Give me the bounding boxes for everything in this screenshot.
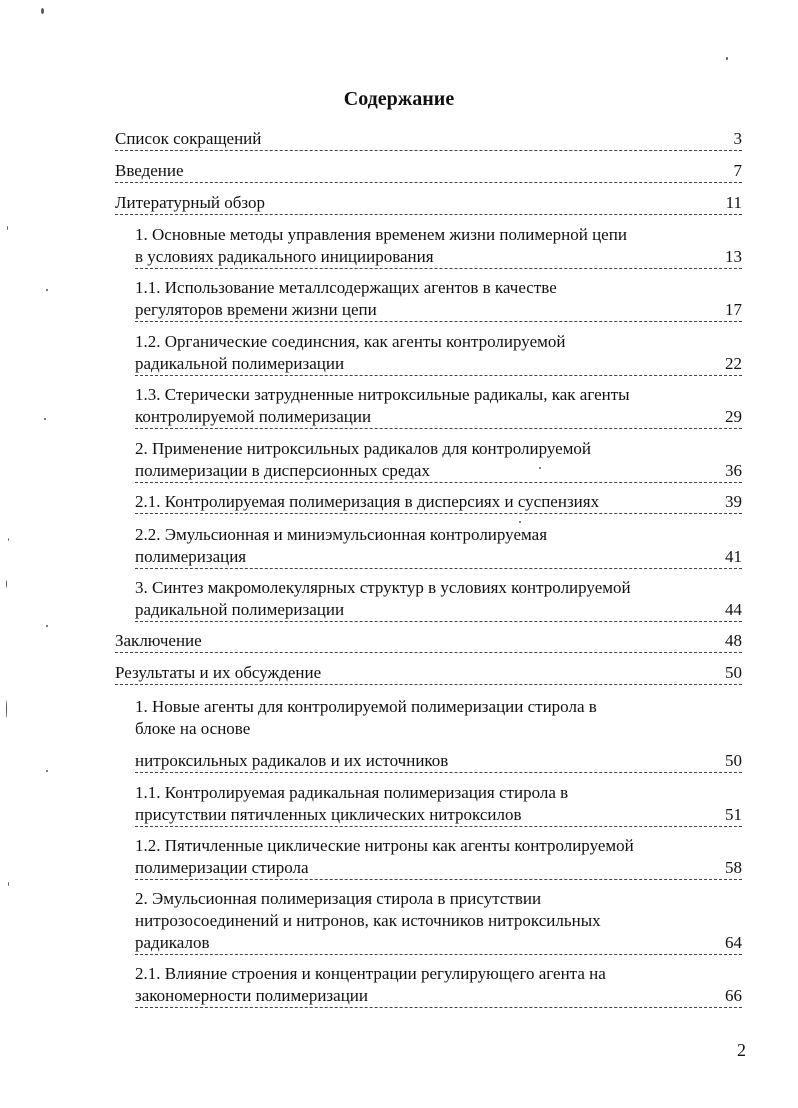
toc-page-number: 13 (725, 247, 742, 266)
toc-entry-text: в условиях радикального инициирования (135, 247, 434, 266)
toc-entry-text: закономерности полимеризации (135, 986, 368, 1005)
toc-page-number: 7 (733, 161, 742, 180)
scan-speck (519, 521, 521, 523)
toc-entry (135, 491, 742, 514)
toc-entry-text: блоке на основе (135, 719, 251, 738)
toc-page-number: 39 (725, 492, 742, 511)
scan-speck (46, 625, 48, 627)
page-number: 2 (737, 1040, 746, 1060)
toc-page-number: 58 (725, 858, 742, 877)
toc-entry-text: полимеризация (135, 547, 247, 566)
toc-entry-text: контролируемой полимеризации (135, 407, 372, 426)
toc-page-number: 29 (725, 407, 742, 426)
toc-page-number: 22 (725, 354, 742, 373)
toc-page-number: 17 (725, 300, 742, 319)
toc-entry-text: нитрозосоединений и нитронов, как источников нитроксильных (135, 911, 601, 930)
toc-row (135, 857, 742, 880)
toc-entry-text: 1. Новые агенты для контролируемой полимеризации стирола в (135, 697, 597, 716)
toc-page-number: 50 (725, 663, 742, 682)
toc-page-number: 64 (725, 933, 742, 952)
toc-row (135, 985, 742, 1008)
scan-speck (8, 882, 9, 886)
toc-entry-text: полимеризации в дисперсионных средах (135, 461, 430, 480)
toc-entry-text: 2. Эмульсионная полимеризация стирола в присутствии (135, 889, 542, 908)
toc-entry (135, 277, 742, 322)
toc-entry-text: 2.2. Эмульсионная и миниэмульсионная контролируемая (135, 525, 548, 544)
toc-row (135, 804, 742, 827)
toc-entry-text: 1.1. Использование металлсодержащих агентов в качестве (135, 278, 557, 297)
toc-entry-text: радикалов (135, 933, 210, 952)
toc-entry-text: 2.1. Контролируемая полимеризация в дисперсиях и суспензиях (135, 492, 600, 511)
toc-entry-text: присутствии пятичленных циклических нитроксилов (135, 805, 522, 824)
toc-row (135, 299, 742, 322)
toc-entry-text: Введение (115, 161, 184, 180)
toc-entry-text: 1.1. Контролируемая радикальная полимеризация стирола в (135, 783, 569, 802)
toc-page-number: 50 (725, 751, 742, 770)
toc-row (135, 750, 742, 773)
toc-row (135, 599, 742, 622)
toc-entry-text: Список сокращений (115, 129, 262, 148)
toc-row (115, 662, 742, 685)
toc-entry (135, 696, 742, 773)
toc-row (135, 246, 742, 269)
toc-entry (135, 577, 742, 622)
toc-entry (135, 888, 742, 955)
toc-entry-text: Литературный обзор (115, 193, 266, 212)
toc-entry (135, 963, 742, 1008)
toc-entry-text: 1.2. Пятичленные циклические нитроны как агенты контролируемой (135, 836, 634, 855)
toc-entry-text: 1.3. Стерически затрудненные нитроксильные радикалы, как агенты (135, 385, 630, 404)
toc-entry-text: 2. Применение нитроксильных радикалов для контролируемой (135, 439, 592, 458)
toc-entry-text: Заключение (115, 631, 202, 650)
toc-entry (135, 331, 742, 376)
toc-page-number: 3 (733, 129, 742, 148)
scan-speck (6, 580, 7, 588)
toc-entry-text: Результаты и их обсуждение (115, 663, 322, 682)
scan-speck (6, 700, 7, 718)
toc-row (135, 932, 742, 955)
toc-entry (135, 224, 742, 269)
scan-speck (7, 226, 8, 230)
toc-entry (135, 782, 742, 827)
toc-entry (115, 160, 742, 183)
toc-entry (135, 524, 742, 569)
toc-page-number: 36 (725, 461, 742, 480)
scan-speck (46, 770, 48, 772)
toc-entry-text: регуляторов времени жизни цепи (135, 300, 377, 319)
scan-speck (41, 8, 44, 14)
toc-row (115, 128, 742, 151)
toc-page-number: 41 (725, 547, 742, 566)
toc-row (135, 353, 742, 376)
toc-entry-text: радикальной полимеризации (135, 600, 345, 619)
page-title: Содержание (343, 88, 455, 110)
toc-entry (115, 128, 742, 151)
toc-entry-text: 3. Синтез макромолекулярных структур в условиях контролируемой (135, 578, 631, 597)
scan-speck (46, 289, 48, 291)
toc-entry-text: радикальной полимеризации (135, 354, 345, 373)
toc-entry-text: 2.1. Влияние строения и концентрации регулирующего агента на (135, 964, 606, 983)
toc-row (135, 546, 742, 569)
scan-speck (539, 467, 541, 469)
toc-entry (135, 835, 742, 880)
scan-speck (726, 57, 728, 60)
toc-row (135, 491, 742, 514)
toc-entry (115, 662, 742, 685)
toc-page-number: 48 (725, 631, 742, 650)
scan-speck (44, 418, 46, 420)
toc-entry-text: полимеризации стирола (135, 858, 309, 877)
toc-row (115, 160, 742, 183)
toc-page-number: 11 (725, 193, 742, 212)
toc-entry (115, 630, 742, 653)
toc-entry-text: нитроксильных радикалов и их источников (135, 751, 449, 770)
toc-page-number: 44 (725, 600, 742, 619)
scan-speck (8, 538, 9, 541)
toc-page-number: 66 (725, 986, 742, 1005)
toc-entry (135, 438, 742, 483)
toc-entry-text: 1.2. Органические соединсния, как агенты контролируемой (135, 332, 566, 351)
toc-row (135, 406, 742, 429)
toc-row (115, 192, 742, 215)
toc-entry (135, 384, 742, 429)
toc-page-number: 51 (725, 805, 742, 824)
toc-entry-text: 1. Основные методы управления временем жизни полимерной цепи (135, 225, 627, 244)
toc-row (115, 630, 742, 653)
toc-row (135, 460, 742, 483)
toc-entry (115, 192, 742, 215)
